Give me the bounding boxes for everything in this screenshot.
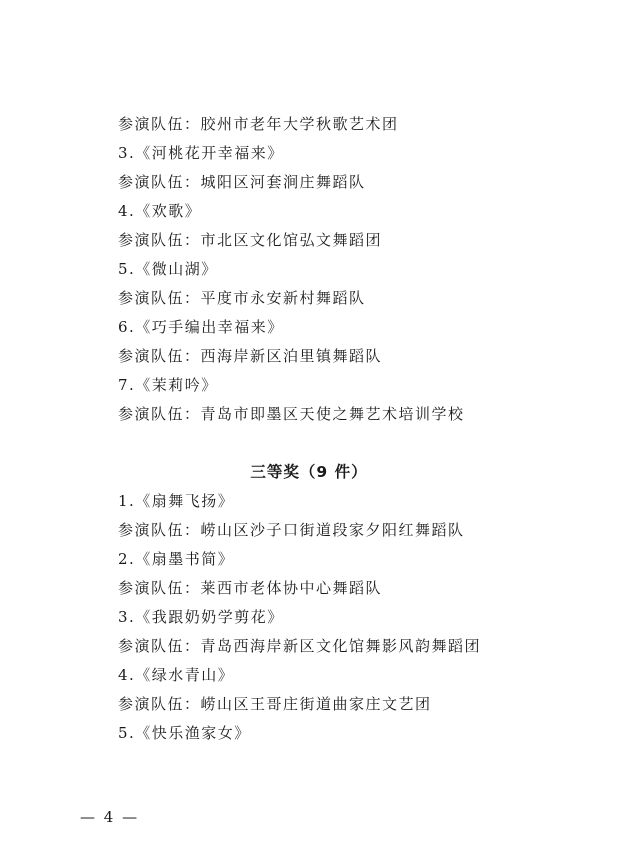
team-line: 参演队伍：莱西市老体协中心舞蹈队 xyxy=(118,579,383,597)
work-title-line: 1.《扇舞飞扬》 xyxy=(118,492,235,510)
work-title-line: 4.《欢歌》 xyxy=(118,202,202,220)
team-line: 参演队伍：青岛市即墨区天使之舞艺术培训学校 xyxy=(118,405,465,423)
work-title-line: 7.《茉莉吟》 xyxy=(118,376,218,394)
team-line: 参演队伍：城阳区河套涧庄舞蹈队 xyxy=(118,173,366,191)
team-line: 参演队伍：崂山区沙子口街道段家夕阳红舞蹈队 xyxy=(118,521,465,539)
work-title-line: 3.《河桃花开幸福来》 xyxy=(118,144,284,162)
team-line: 参演队伍：市北区文化馆弘文舞蹈团 xyxy=(118,231,383,249)
team-line: 参演队伍：青岛西海岸新区文化馆舞影风韵舞蹈团 xyxy=(118,637,482,655)
work-title-line: 5.《微山湖》 xyxy=(118,260,218,278)
work-title-line: 2.《扇墨书简》 xyxy=(118,550,235,568)
team-line: 参演队伍：胶州市老年大学秋歌艺术团 xyxy=(118,115,399,133)
work-title-line: 4.《绿水青山》 xyxy=(118,666,235,684)
work-title-line: 5.《快乐渔家女》 xyxy=(118,724,251,742)
page-number: — 4 — xyxy=(80,808,140,826)
team-line: 参演队伍：崂山区王哥庄街道曲家庄文艺团 xyxy=(118,695,432,713)
team-line: 参演队伍：西海岸新区泊里镇舞蹈队 xyxy=(118,347,383,365)
work-title-line: 6.《巧手编出幸福来》 xyxy=(118,318,284,336)
section-heading-third-prize: 三等奖（9 件） xyxy=(250,463,368,481)
work-title-line: 3.《我跟奶奶学剪花》 xyxy=(118,608,284,626)
team-line: 参演队伍：平度市永安新村舞蹈队 xyxy=(118,289,366,307)
